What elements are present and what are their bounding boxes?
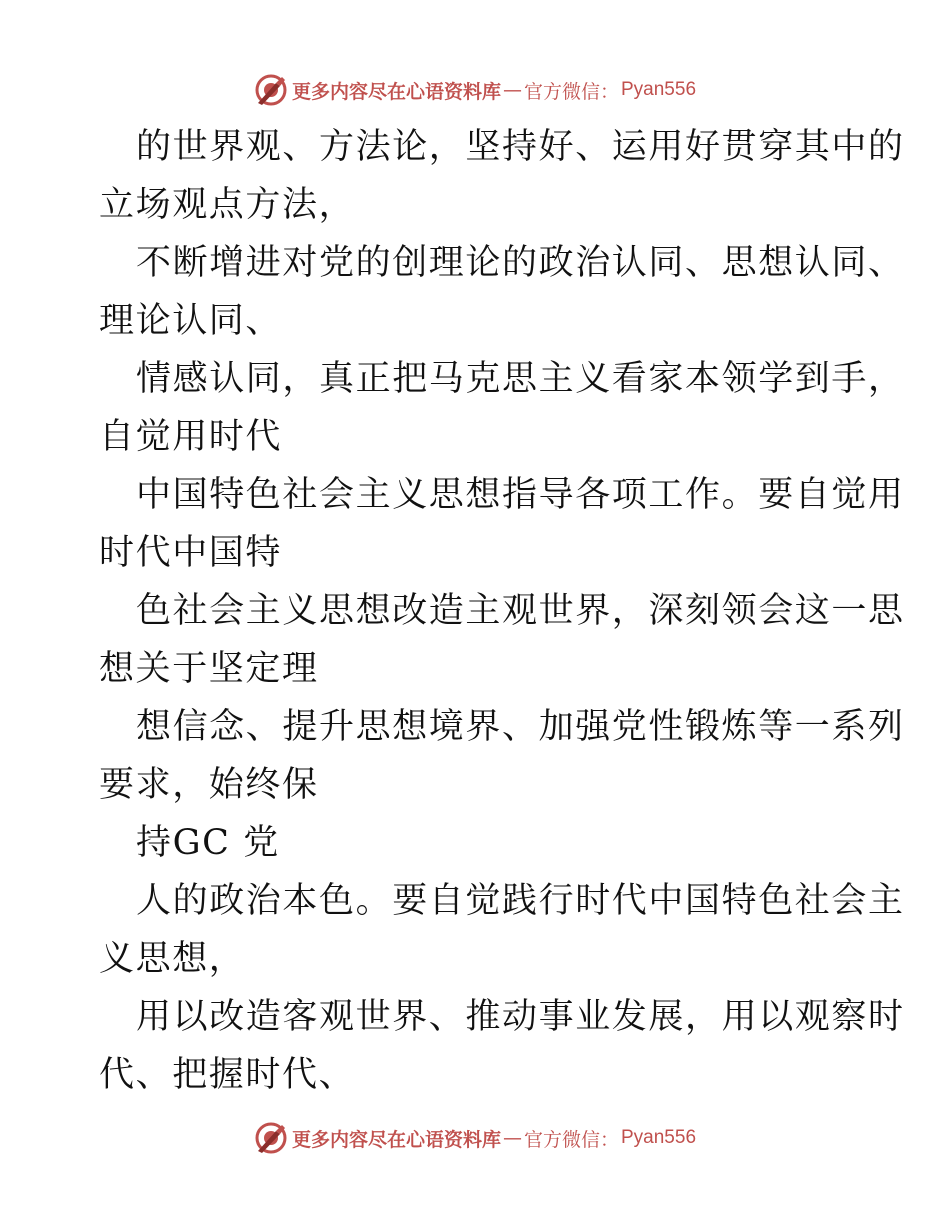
header-separator: — [502,79,522,101]
text-line: 要求，始终保 [99,765,319,805]
text-line: 时代中国特 [99,533,283,573]
header-brand: 更多内容尽在心语资料库 [291,80,501,103]
text-line: 自觉用时代 [99,417,283,457]
text-line: 人的政治本色。要自觉践行时代中国特色社会主 [136,881,905,921]
text-line: 不断增进对党的创理论的政治认同、思想认同、 [136,243,905,283]
footer-official-label: 官方微信： [523,1128,619,1151]
footer-banner [0,1118,950,1158]
header-account: Pyan556 [621,79,697,100]
text-line: 用以改造客观世界、推动事业发展，用以观察时 [136,997,905,1037]
text-line: 情感认同，真正把马克思主义看家本领学到手， [136,359,905,399]
text-line: 想关于坚定理 [99,649,319,689]
header-banner [0,70,950,110]
logo-icon [254,1121,288,1155]
footer-account: Pyan556 [621,1127,697,1148]
text-line: 立场观点方法， [99,185,356,225]
text-line: 中国特色社会主义思想指导各项工作。要自觉用 [136,475,905,515]
text-line: 代、把握时代、 [99,1055,356,1095]
document-body [99,118,905,1104]
header-official-label: 官方微信： [523,80,619,103]
text-line: 想信念、提升思想境界、加强党性锻炼等一系列 [136,707,905,747]
text-line: 义思想， [99,939,246,979]
text-line: 色社会主义思想改造主观世界，深刻领会这一思 [136,591,905,631]
logo-icon [254,73,288,107]
text-line: 理论认同、 [99,301,283,341]
text-line: 的世界观、方法论，坚持好、运用好贯穿其中的 [136,127,905,167]
footer-brand: 更多内容尽在心语资料库 [291,1128,501,1151]
footer-separator: — [502,1127,522,1149]
text-line: 持GC 党 [136,823,280,863]
